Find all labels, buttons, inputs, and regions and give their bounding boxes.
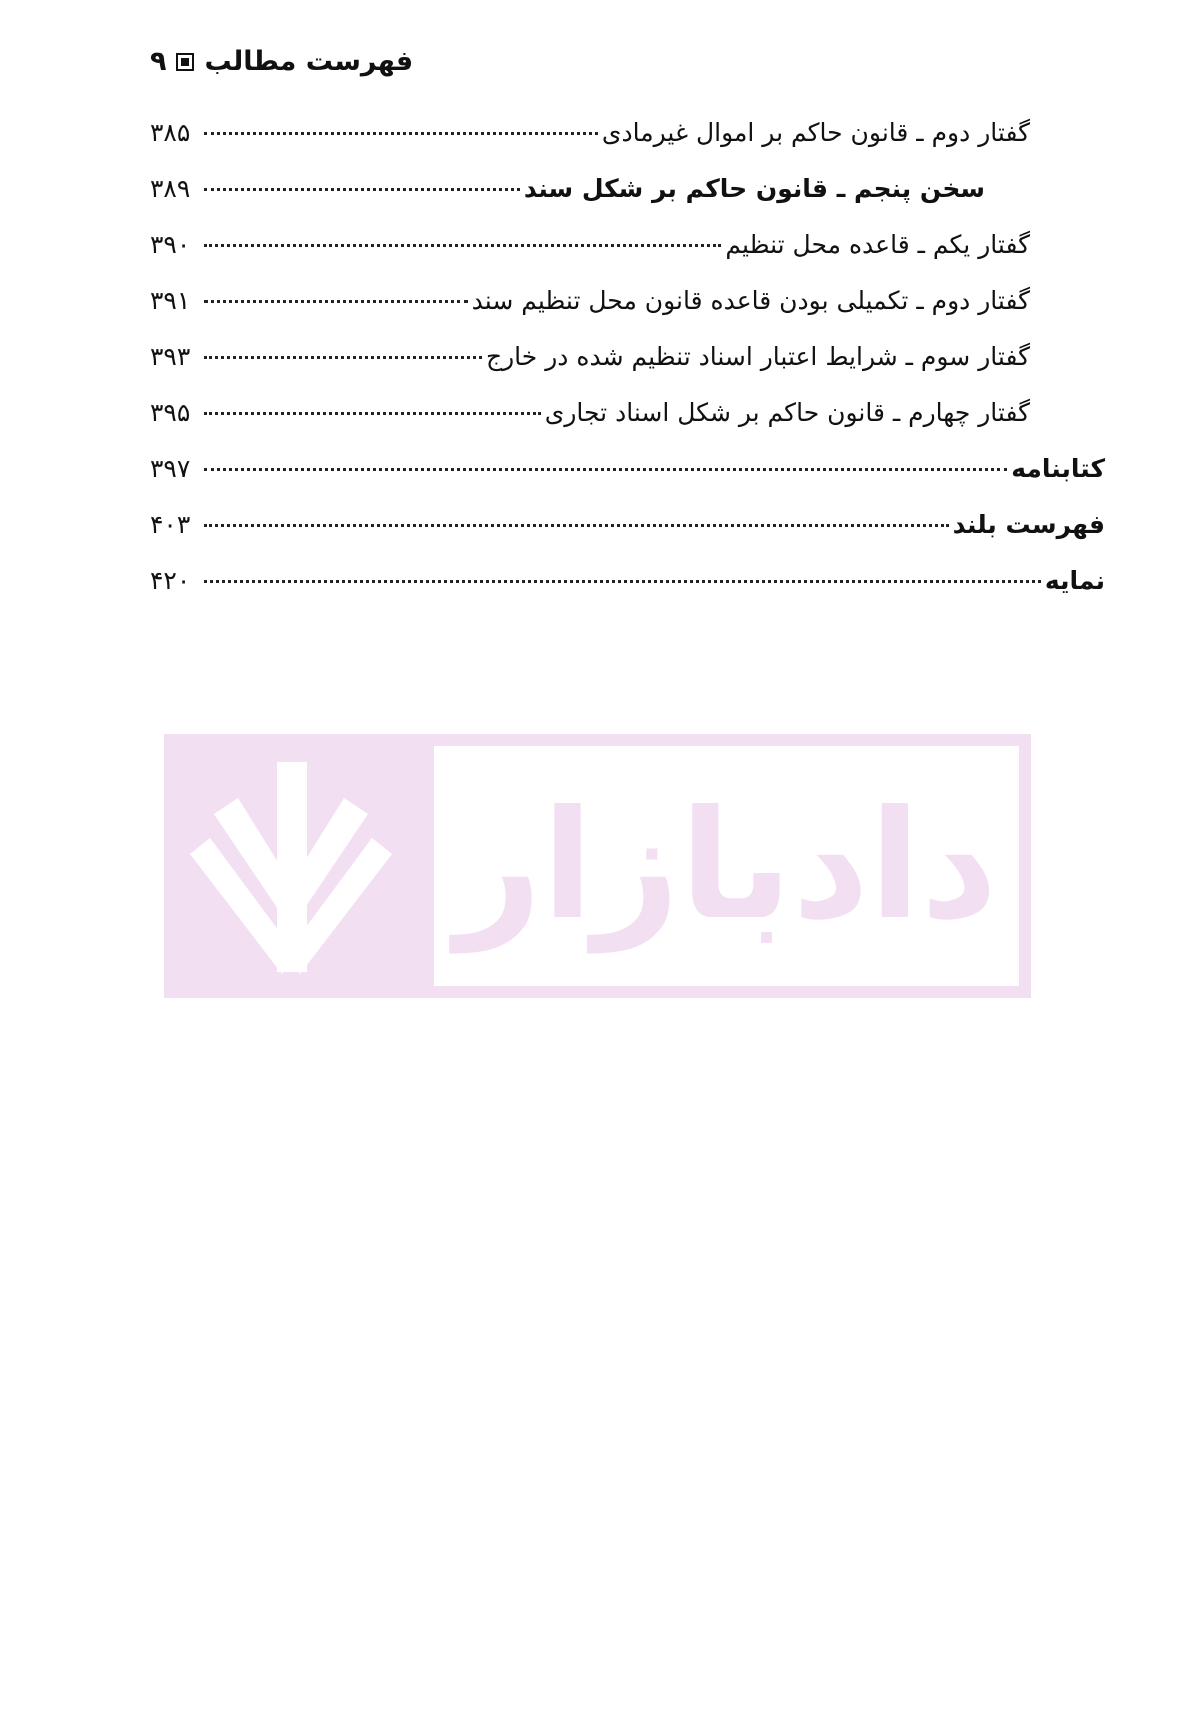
toc-entry-page: ۳۹۵ — [150, 398, 191, 427]
header-page-number: ۹ — [150, 46, 167, 77]
toc-entry[interactable] — [150, 174, 1105, 230]
toc-entry-title: کتابنامه — [1011, 454, 1105, 483]
toc-entry-page: ۴۰۳ — [150, 510, 191, 539]
toc-entry-title: گفتار سوم ـ شرایط اعتبار اسناد تنظیم شده در خارج — [485, 342, 1030, 371]
toc-entry[interactable] — [150, 118, 1105, 174]
toc-entry[interactable] — [150, 230, 1105, 286]
toc-entry-title: فهرست بلند — [952, 510, 1105, 539]
toc-entry[interactable] — [150, 510, 1105, 566]
toc-entry[interactable] — [150, 454, 1105, 510]
toc-leader-dots — [204, 356, 482, 359]
header-title: فهرست مطالب — [204, 46, 414, 77]
toc-entry-page: ۳۸۵ — [150, 118, 191, 147]
toc-entry-page: ۳۸۹ — [150, 174, 191, 203]
toc-entry-page: ۳۹۱ — [150, 286, 191, 315]
toc-entry[interactable] — [150, 398, 1105, 454]
page-header — [150, 46, 1050, 77]
toc-entry-title: گفتار دوم ـ قانون حاکم بر اموال غیرمادی — [601, 118, 1030, 147]
toc-leader-dots — [204, 132, 598, 135]
toc-leader-dots — [204, 524, 949, 527]
toc-entry-page: ۳۹۳ — [150, 342, 191, 371]
toc-entry[interactable] — [150, 566, 1105, 622]
toc-leader-dots — [204, 468, 1007, 471]
square-bullet-icon — [176, 53, 194, 71]
toc-entry[interactable] — [150, 342, 1105, 398]
watermark-frame — [420, 734, 1031, 998]
tree-logo-icon — [164, 734, 418, 998]
watermark-logo — [164, 734, 418, 998]
watermark — [164, 734, 1031, 998]
toc-leader-dots — [204, 580, 1041, 583]
toc-entry-title: گفتار چهارم ـ قانون حاکم بر شکل اسناد تجاری — [544, 398, 1030, 427]
toc-entry-page: ۳۹۷ — [150, 454, 191, 483]
toc-leader-dots — [204, 244, 721, 247]
table-of-contents — [150, 118, 1105, 622]
toc-leader-dots — [204, 188, 520, 191]
toc-entry-page: ۴۲۰ — [150, 566, 191, 595]
toc-entry-title: گفتار یکم ـ قاعده محل تنظیم — [725, 230, 1030, 259]
toc-leader-dots — [204, 412, 541, 415]
watermark-text: دادبازار — [455, 779, 998, 953]
toc-entry-page: ۳۹۰ — [150, 230, 191, 259]
toc-entry-title: سخن پنجم ـ قانون حاکم بر شکل سند — [523, 174, 985, 203]
toc-entry-title: گفتار دوم ـ تکمیلی بودن قاعده قانون محل تنظیم سند — [471, 286, 1030, 315]
toc-entry[interactable] — [150, 286, 1105, 342]
toc-leader-dots — [204, 300, 468, 303]
toc-entry-title: نمایه — [1044, 566, 1105, 595]
